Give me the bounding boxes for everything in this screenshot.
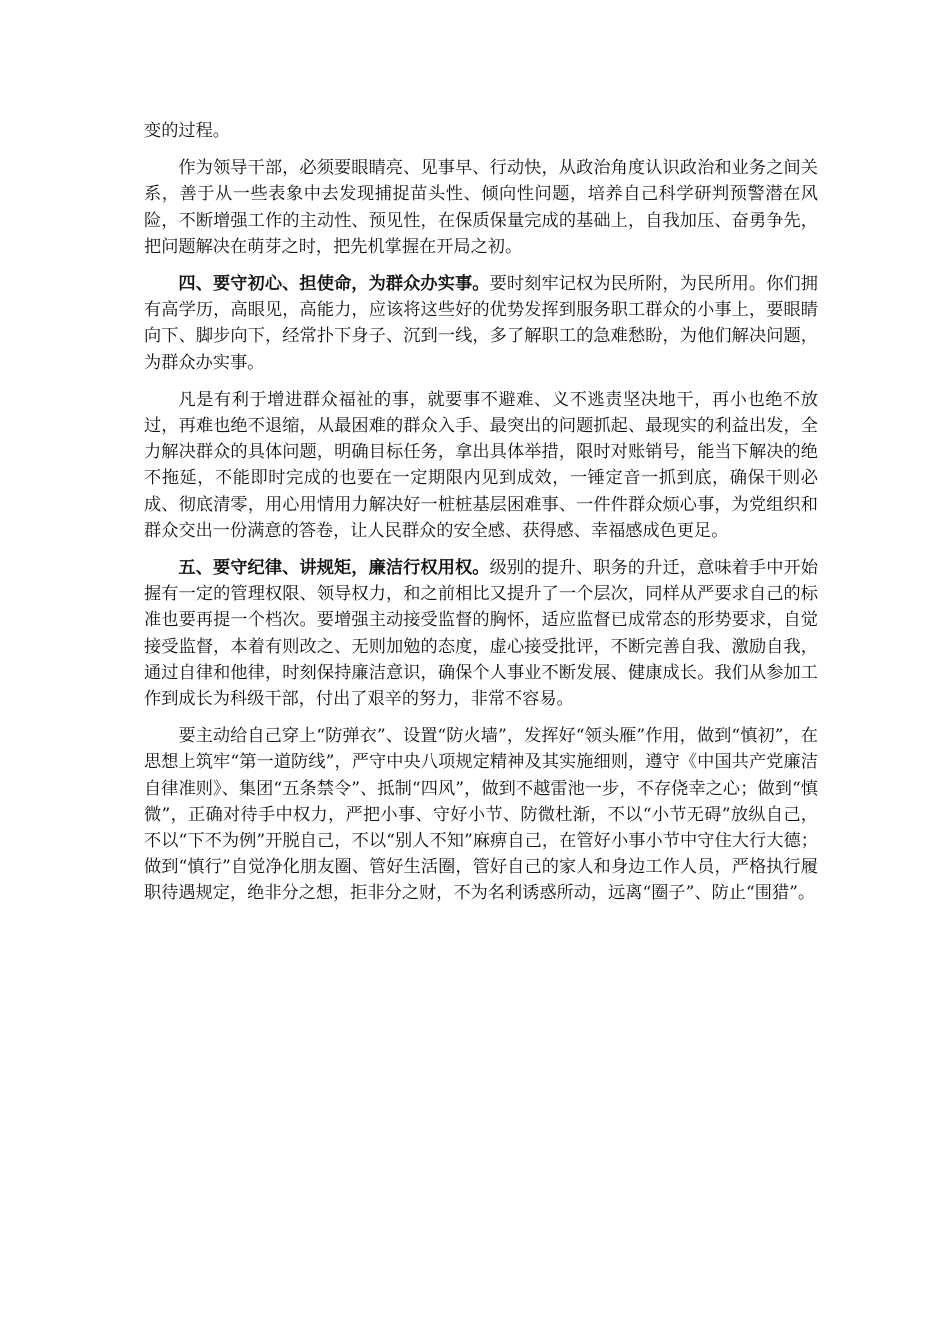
section-four-heading: 四、要守初心、担使命，为群众办实事。 [178,274,490,295]
section-five-heading: 五、要守纪律、讲规矩，廉洁行权用权。 [178,558,490,579]
section-four-paragraph [144,271,818,376]
document-page [144,118,818,918]
section-five-body: 级别的提升、职务的升迁，意味着手中开始握有一定的管理权限、领导权力，和之前相比又提升了一个层次，同样从严要求自己的标准也要再提一个档次。要增强主动接受监督的胸怀，适应监督已成常态的形势要求，自觉接受监督，本着有则改之、无则加勉的态度，虚心接受批评，不断完善自我、激励自我，通过自律和他律，时刻保持廉洁意识，确保个人事业不断发展、健康成长。我们从参加工作到成长为科级干部，付出了艰辛的努力，非常不容易。 [144,558,818,710]
paragraph-continuation: 变的过程。 [144,121,230,141]
section-four-body: 要时刻牢记权为民所附，为民所用。你们拥有高学历，高眼见，高能力，应该将这些好的优势发挥到服务职工群众的小事上，要眼睛向下、脚步向下，经常扑下身子、沉到一线，多了解职工的急难愁盼，为他们解决问题，为群众办实事。 [144,274,818,373]
paragraph-people-welfare: 凡是有利于增进群众福祉的事，就要事不避难、义不逃责坚决地干，再小也绝不放过，再难也绝不退缩，从最困难的群众入手、最突出的问题抓起、最现实的利益出发，全力解决群众的具体问题，明确目标任务，拿出具体举措，限时对账销号，能当下解决的绝不拖延，不能即时完成的也要在一定期限内见到成效，一锤定音一抓到底，确保干则必成、彻底清零，用心用情用力解决好一桩桩基层困难事、一件件群众烦心事，为党组织和群众交出一份满意的答卷，让人民群众的安全感、获得感、幸福感成色更足。 [144,389,818,541]
paragraph-leadership-foresight: 作为领导干部，必须要眼睛亮、见事早、行动快，从政治角度认识政治和业务之间关系，善于从一些表象中去发现捕捉苗头性、倾向性问题，培养自己科学研判预警潜在风险，不断增强工作的主动性、预见性，在保质保量完成的基础上，自我加压、奋勇争先，把问题解决在萌芽之时，把先机掌握在开局之初。 [144,158,818,257]
section-five-paragraph [144,555,818,712]
paragraph-integrity-discipline: 要主动给自己穿上“防弹衣”、设置“防火墙”，发挥好“领头雁”作用，做到“慎初”，在思想上筑牢“第一道防线”，严守中央八项规定精神及其实施细则，遵守《中国共产党廉洁自律准则》、集团“五条禁令”、抵制“四风”，做到不越雷池一步，不存侥幸之心；做到“慎微”，正确对待手中权力，严把小事、守好小节、防微杜渐，不以“小节无碍”放纵自己，不以“下不为例”开脱自己，不以“别人不知”麻痹自己，在管好小事小节中守住大行大德；做到“慎行”自觉净化朋友圈、管好生活圈，管好自己的家人和身边工作人员，严格执行履职待遇规定，绝非分之想，拒非分之财，不为名利诱惑所动，远离“圈子”、防止“围猎”。 [144,726,818,904]
